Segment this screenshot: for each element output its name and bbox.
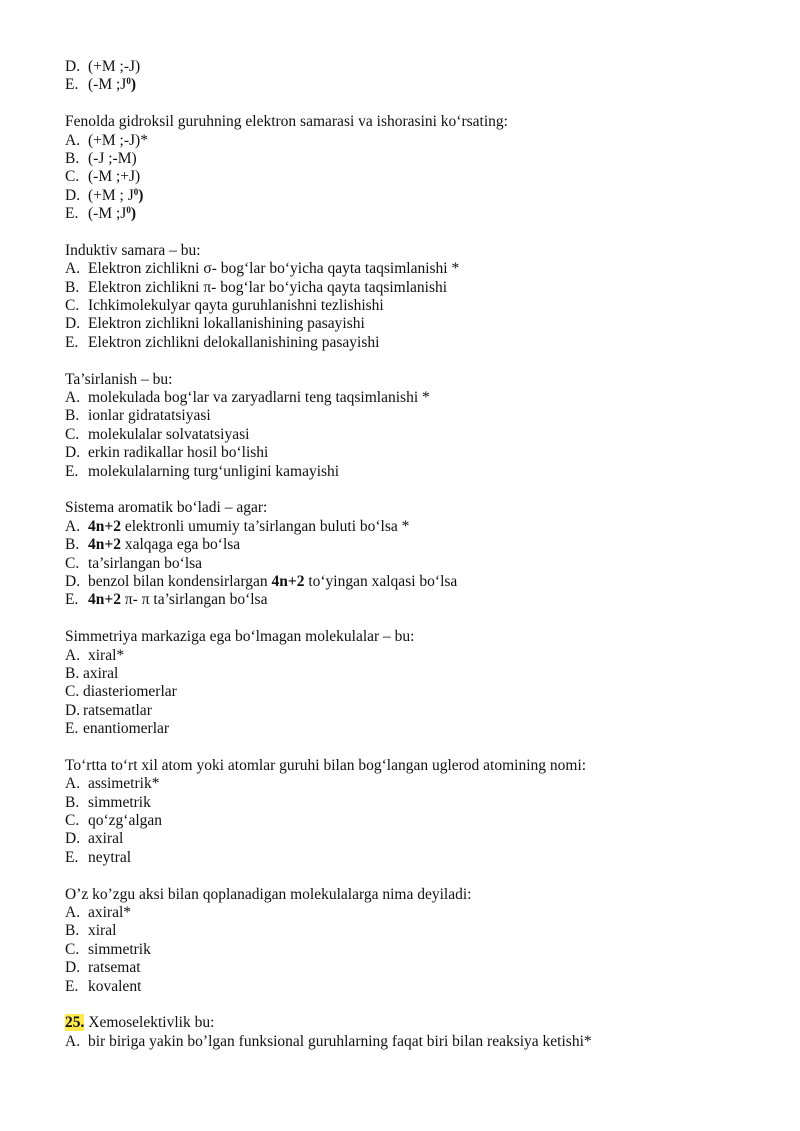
option-c: C. qo‘zg‘algan bbox=[65, 812, 163, 830]
question-text: Sistema aromatik bo‘ladi – agar: bbox=[65, 499, 268, 517]
option-a: A. molekulada bog‘lar va zaryadlarni teng taqsimlanishi * bbox=[65, 389, 430, 407]
question-text: To‘rtta to‘rt xil atom yoki atomlar guruhi bilan bog‘langan uglerod atomining nomi: bbox=[65, 756, 587, 774]
question-text: 25. Xemoselektivlik bu: bbox=[65, 1014, 215, 1032]
option-e: E. neytral bbox=[65, 848, 132, 866]
option-e: E. (-M $;J^0$) bbox=[65, 76, 136, 94]
question-block-phenol-hydroxyl bbox=[65, 113, 765, 223]
option-e: E. enantiomerlar bbox=[65, 720, 170, 738]
option-b: B. 4n+2 xalqaga ega bo‘lsa bbox=[65, 536, 241, 554]
option-a: A. axiral* bbox=[65, 903, 132, 921]
question-block-previous bbox=[65, 58, 765, 95]
option-a: A. (+M ;-J)* bbox=[65, 131, 148, 149]
option-b: B. axiral bbox=[65, 664, 119, 682]
option-c: C. molekulalar solvatatsiyasi bbox=[65, 425, 250, 443]
option-e: E. molekulalarning turg‘unligini kamayishi bbox=[65, 462, 340, 480]
option-e: E. (-M $;J^0$) bbox=[65, 205, 136, 223]
option-e: E. Elektron zichlikni delokallanishining pasayishi bbox=[65, 333, 380, 351]
question-block-inductive-effect bbox=[65, 242, 765, 352]
question-block-conjugation bbox=[65, 371, 765, 481]
question-block-symmetry-center bbox=[65, 628, 765, 738]
option-c: C. ta’sirlangan bo‘lsa bbox=[65, 554, 203, 572]
option-d: D. ratsemat bbox=[65, 959, 141, 977]
option-d: D. ratsematlar bbox=[65, 701, 152, 719]
option-b: B. simmetrik bbox=[65, 793, 151, 811]
option-c: C. (-M ;+J) bbox=[65, 168, 141, 186]
option-d: D. Elektron zichlikni lokallanishining pasayishi bbox=[65, 315, 365, 333]
option-c: C. simmetrik bbox=[65, 940, 151, 958]
question-block-aromatic-system bbox=[65, 499, 765, 609]
option-a: A. 4n+2 elektronli umumiy ta’sirlangan buluti bo‘lsa * bbox=[65, 517, 410, 535]
option-d: D. benzol bilan kondensirlargan 4n+2 to‘yingan xalqasi bo‘lsa bbox=[65, 572, 458, 590]
option-b: B. ionlar gidratatsiyasi bbox=[65, 407, 211, 425]
option-d: D. (+M ;-J) bbox=[65, 58, 141, 75]
option-c: C. Ichkimolekulyar qayta guruhlanishni tezlishishi bbox=[65, 297, 384, 315]
option-a: A. bir biriga yakin bo’lgan funksional guruhlarning faqat biri bilan reaksiya ketishi* bbox=[65, 1032, 592, 1050]
option-b: B. Elektron zichlikni π- bog‘lar bo‘yicha qayta taqsimlanishi bbox=[65, 278, 448, 296]
question-block-asymmetric-carbon bbox=[65, 757, 765, 867]
option-b: B. (-J ;-M) bbox=[65, 149, 137, 167]
question-text: Fenolda gidroksil guruhning elektron samarasi va ishorasini ko‘rsating: bbox=[65, 113, 508, 131]
question-number-highlight: 25. bbox=[65, 1014, 85, 1032]
option-c: C. diasteriomerlar bbox=[65, 683, 177, 701]
question-text: O’z ko’zgu aksi bilan qoplanadigan molekulalarga nima deyiladi: bbox=[65, 885, 472, 903]
option-e: E. 4n+2 π- π ta’sirlangan bo‘lsa bbox=[65, 591, 268, 609]
question-text: Induktiv samara – bu: bbox=[65, 241, 201, 259]
option-d: D. erkin radikallar hosil bo‘lishi bbox=[65, 444, 269, 462]
option-d: D. (+M ; $J^0$) bbox=[65, 186, 144, 204]
question-block-chemoselectivity bbox=[65, 1014, 765, 1051]
question-text: Simmetriya markaziga ega bo‘lmagan molekulalar – bu: bbox=[65, 628, 415, 646]
question-text: Ta’sirlanish – bu: bbox=[65, 370, 173, 388]
option-a: A. xiral* bbox=[65, 646, 125, 664]
document-content bbox=[65, 58, 765, 1069]
option-d: D. axiral bbox=[65, 830, 124, 848]
option-b: B. xiral bbox=[65, 922, 117, 940]
option-a: A. assimetrik* bbox=[65, 775, 160, 793]
option-a: A. Elektron zichlikni σ- bog‘lar bo‘yicha qayta taqsimlanishi * bbox=[65, 260, 460, 278]
question-block-mirror-image bbox=[65, 886, 765, 996]
option-e: E. kovalent bbox=[65, 977, 142, 995]
